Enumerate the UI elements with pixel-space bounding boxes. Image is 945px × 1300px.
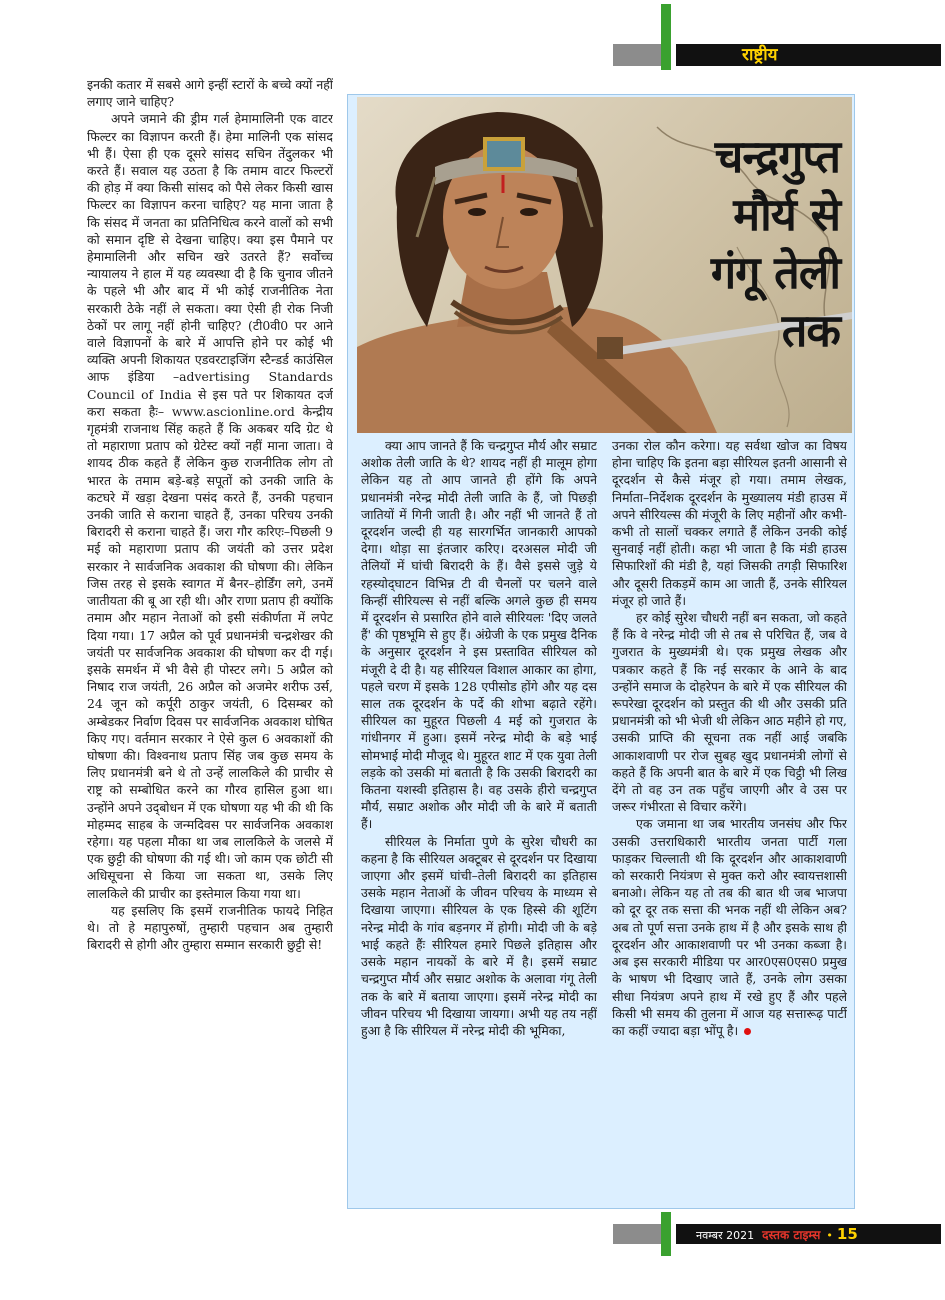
column-1 [87,76,333,1206]
page-number: 15 [836,1225,858,1243]
title-line: तक [781,304,840,357]
footer-bullet: • [826,1229,833,1242]
header-grey-bar [613,44,661,66]
paragraph: अपने जमाने की ड्रीम गर्ल हेमामालिनी एक वाटर फिल्टर का विज्ञापन करती हैं। हेमा मालिनी एक सांसद भी हैं। ऐसा ही एक दूसरे सांसद सचिन तेंदुलकर भी करते हैं। सवाल यह उठता है कि तमाम वाटर फिल्टरों की होड़ में क्या किसी सांसद को पैसे लेकर किसी खास फिल्टर का विज्ञापन करना चाहिए? यह माना जाता है कि संसद में जनता का प्रतिनिधित्व करने वालों को सभी को समान दृष्टि से देखना चाहिए। क्या इस पैमाने पर हेमामालिनी और सचिन खरे उतरते हैं? सर्वोच्च न्यायालय ने हाल में यह व्यवस्था दी है कि चुनाव जीतने के पहले भी और बाद में भी कोई राजनीतिक नेता सरकारी ठेके नहीं ले सकता। क्या ऐसी ही रोक निजी ठेकों पर लागू नहीं होनी चाहिए? (टी0वी0 पर आने वाले विज्ञापनों के बारे में आपत्ति होने पर कोई भी व्यक्ति अपनी शिकायत एडवरटाइजिंग स्टैन्डर्ड काउंसिल आफ इंडिया –advertising Standards Council of India से इस पते पर शिकायत दर्ज करा सकता हैः– www.ascionline.ord केन्द्रीय गृहमंत्री राजनाथ सिंह कहते हैं कि अकबर यदि ग्रेट थे तो महाराणा प्रताप को ग्रेटेस्ट क्यों नहीं माना जाता। वे शायद ठीक कहते हैं लेकिन कुछ राजनीतिक लोग तो भारत के तमाम बड़े-बड़े सपूतों को उनकी जाति के कटघरे में खड़ा देखना पसंद करते हैं, उनकी पहचान उनकी जाति से कराना चाहते हैं, उनका परिचय उनकी बिरादरी से कराना चाहते हैं। जरा गौर करिएः–पिछली 9 मई को महाराणा प्रताप की जयंती को उत्तर प्रदेश सरकार ने सार्वजनिक अवकाश की घोषणा की। लेकिन जिस तरह से इसके स्वागत में बैनर–होर्डिंग लगे, उनमें जातीयता की बू आ रही थी। और राणा प्रताप ही क्योंकि तमाम और महान नेताओं को इसी संकीर्णता में लपेट दिया गया। 17 अप्रैल को पूर्व प्रधानमंत्री चन्द्रशेखर की जयंती पर सार्वजनिक अवकाश की घोषणा कर दी गई। इसके समर्थन में भी वैसे ही पोस्टर लगे। 5 अप्रैल को निषाद राज जयंती, 26 अप्रैल को अजमेर शरीफ उर्स, 24 जून को कर्पूरी ठाकुर जयंती, 6 दिसम्बर को अम्बेडकर निर्वाण दिवस पर सार्वजनिक अवकाश घोषित किए गए। वर्तमान सरकार ने ऐसे कुल 6 अवकाशों की घोषणा की। विश्वनाथ प्रताप सिंह जब कुछ समय के लिए प्रधानमंत्री बने थे तो उन्हें लालकिले की प्राचीर से राष्ट्र को सम्बोधित करने का गौरव हासिल हुआ था। उन्होंने अपने उद्‌बोधन में एक घोषणा यह भी की थी कि मोहम्मद साहब के जन्मदिवस पर सार्वजनिक अवकाश रहेगा। यह पहला मौका था जब लालकिले के जलसे में एक छुट्टी की घोषणा की गई थी। जो काम एक छोटी सी अधिसूचना से किया जा सकता था, उसके लिए लालकिले की प्राचीर का इस्तेमाल किया गया था। [87,111,333,901]
magazine-name: दस्तक टाइम्स [762,1228,821,1242]
article-title [690,128,840,360]
title-line: चन्द्रगुप्त [714,130,840,183]
paragraph-last [612,815,847,1039]
column-2 [361,437,597,1197]
header-green-bar [661,4,671,70]
paragraph: हर कोई सुरेश चौधरी नहीं बन सकता, जो कहते हैं कि वे नरेन्द्र मोदी जी से तब से परिचित हैं, जब वे गुजरात के मुख्यमंत्री थे। एक प्रमुख लेखक और पत्रकार कहते हैं कि नई सरकार के आने के बाद उन्होंने समाज के दोहरेपन के बारे में एक सीरियल की रूपरेखा दूरदर्शन को प्रस्तुत की थी और उसकी प्रति प्रधानमंत्री को भी भेजी थी लेकिन आठ महीने हो गए, उसकी प्राप्ति की सूचना तक नहीं आई जबकि आकाशवाणी पर रोज सुबह खुद प्रधानमंत्री लोगों से कहते हैं कि अपनी बात के बारे में एक चिट्ठी भी लिख देंगे तो वह उन तक पहुँच जाएगी और वे उस पर जरूर गंभीरता से विचार करेंगे। [612,610,847,815]
paragraph: उनका रोल कौन करेगा। यह सर्वथा खोज का विषय होना चाहिए कि इतना बड़ा सीरियल इतनी आसानी से दूरदर्शन से कैसे मंजूर हो गया। तमाम लेखक, निर्माता–निर्देशक दूरदर्शन के मुख्यालय मंडी हाउस में अपने सीरियल्स की मंजूरी के लिए महीनों और कभी-कभी तो सालों चक्कर लगाते हैं लेकिन उनकी कोई सुनवाई नहीं होती। कहा भी जाता है कि मंडी हाउस सिफारिशों की मंडी है, यहां जिसकी तगड़ी सिफारिश और दूसरी तिकड़में काम आ जाती हैं, उनके सीरियल मंजूर हो जाते हैं। [612,438,847,608]
title-line: गंगू तेली [710,246,840,299]
footer-green-bar [661,1212,671,1256]
issue-date: नवम्बर 2021 [696,1229,755,1242]
footer-bar [676,1224,941,1244]
paragraph: यह इसलिए कि इसमें राजनीतिक फायदे निहित थे। तो हे महापुरुषों, तुम्हारी पहचान अब तुम्हारी बिरादरी से होगी और तुम्हारा सम्मान सरकारी छुट्टी से! [87,902,333,953]
column-3 [612,437,847,1197]
end-mark-icon [744,1028,751,1035]
paragraph: क्या आप जानते हैं कि चन्द्रगुप्त मौर्य और सम्राट अशोक तेली जाति के थे? शायद नहीं ही मालूम होगा लेकिन यह तो आप जानते ही होंगे कि अपने प्रधानमंत्री नरेन्द्र मोदी तेली जाति के हैं, जो पिछड़ी जातियों में गिनी जाती है। और नहीं भी जानते हैं तो दूरदर्शन जल्दी ही यह सारगर्भित जानकारी आपको देगा। थोड़ा सा इंतजार करिए। दरअसल मोदी जी तेलियों में घांची बिरादरी के हैं। वैसे इससे जुड़े ये रहस्योद्‌घाटन विभिन्न टी वी चैनलों पर चलने वाले किन्हीं सीरियल्स से नहीं बल्कि अगले कुछ ही समय में दूरदर्शन से प्रसारित होने वाले सीरियलः 'दिए जलते हैं' की पृष्ठभूमि से हुए हैं। अंग्रेजी के एक प्रमुख दैनिक के अनुसार दूरदर्शन ने इस प्रस्तावित सीरियल को मंजूरी दे दी है। यह सीरियल विशाल आकार का होगा, पहले चरण में इसके 128 एपीसोड होंगे और यह दस साल तक दूरदर्शन के पर्दे की शोभा बढ़ाते रहेंगे। सीरियल का मुहूरत पिछली 4 मई को गुजरात के गांधीनगर में हुआ। इसमें नरेन्द्र मोदी के बड़े भाई सोमभाई मोदी मौजूद थे। मुहूरत शाट में एक युवा तेली लड़के को उसकी मां बताती है कि उसकी बिरादरी का कितना यशस्वी इतिहास है। वह उसके हीरो चन्द्रगुप्त मौर्य, सम्राट अशोक और मोदी जी के बारे में बताती हैं। [361,438,597,832]
paragraph: इनकी कतार में सबसे आगे इन्हीं स्टारों के बच्चे क्यों नहीं लगाए जाने चाहिए? [87,77,333,110]
footer-grey-bar [613,1224,661,1244]
section-label: राष्ट्रीय [676,44,941,66]
title-line: मौर्य से [733,188,840,241]
paragraph: सीरियल के निर्माता पुणे के सुरेश चौधरी का कहना है कि सीरियल अक्टूबर से दूरदर्शन पर दिखाया जाएगा और इसमें घांची–तेली बिरादरी का इतिहास उसके महान नेताओं के जीवन परिचय के माध्यम से दिखाया जाएगा। सीरियल के एक हिस्से की शूटिंग नरेन्द्र मोदी के गांव बड़नगर में होगी। मोदी जी के बड़े भाई कहते हैंः सीरियल हमारे पिछले इतिहास और उसके महान नायकों के बारे में है। इसमें सम्राट चन्द्रगुप्त मौर्य और सम्राट अशोक के अलावा गंगू तेली तक के बारे में बताया जाएगा। इसमें नरेन्द्र मोदी का जीवन परिचय भी दिखाया जायगा। अभी यह तय नहीं हुआ है कि सीरियल में नरेन्द्र मोदी की भूमिका, [361,833,597,1038]
paragraph-text: एक जमाना था जब भारतीय जनसंघ और फिर उसकी उत्तराधिकारी भारतीय जनता पार्टी गला फाड़कर चिल्लाती थी कि दूरदर्शन और आकाशवाणी को सरकारी नियंत्रण से मुक्त करो और स्वायत्तशासी बनाओ। लेकिन यह तो तब की बात थी जब भाजपा को दूर दूर तक सत्ता की भनक नहीं थी लेकिन अब? अब तो पूर्ण सत्ता उनके हाथ में है और इसके साथ ही दूरदर्शन और आकाशवाणी पर भी उनका कब्जा है। अब इस सरकारी मीडिया पर आर0एस0एस0 प्रमुख के भाषण भी दिखाए जाते हैं, उनके लोग उसका सीधा नियंत्रण अपने हाथ में रखे हुए हैं और पहले किसी भी समय की तुलना में आज यह सत्तारूढ़ पार्टी का कहीं ज्यादा बड़ा भोंपू है। [612,816,847,1038]
